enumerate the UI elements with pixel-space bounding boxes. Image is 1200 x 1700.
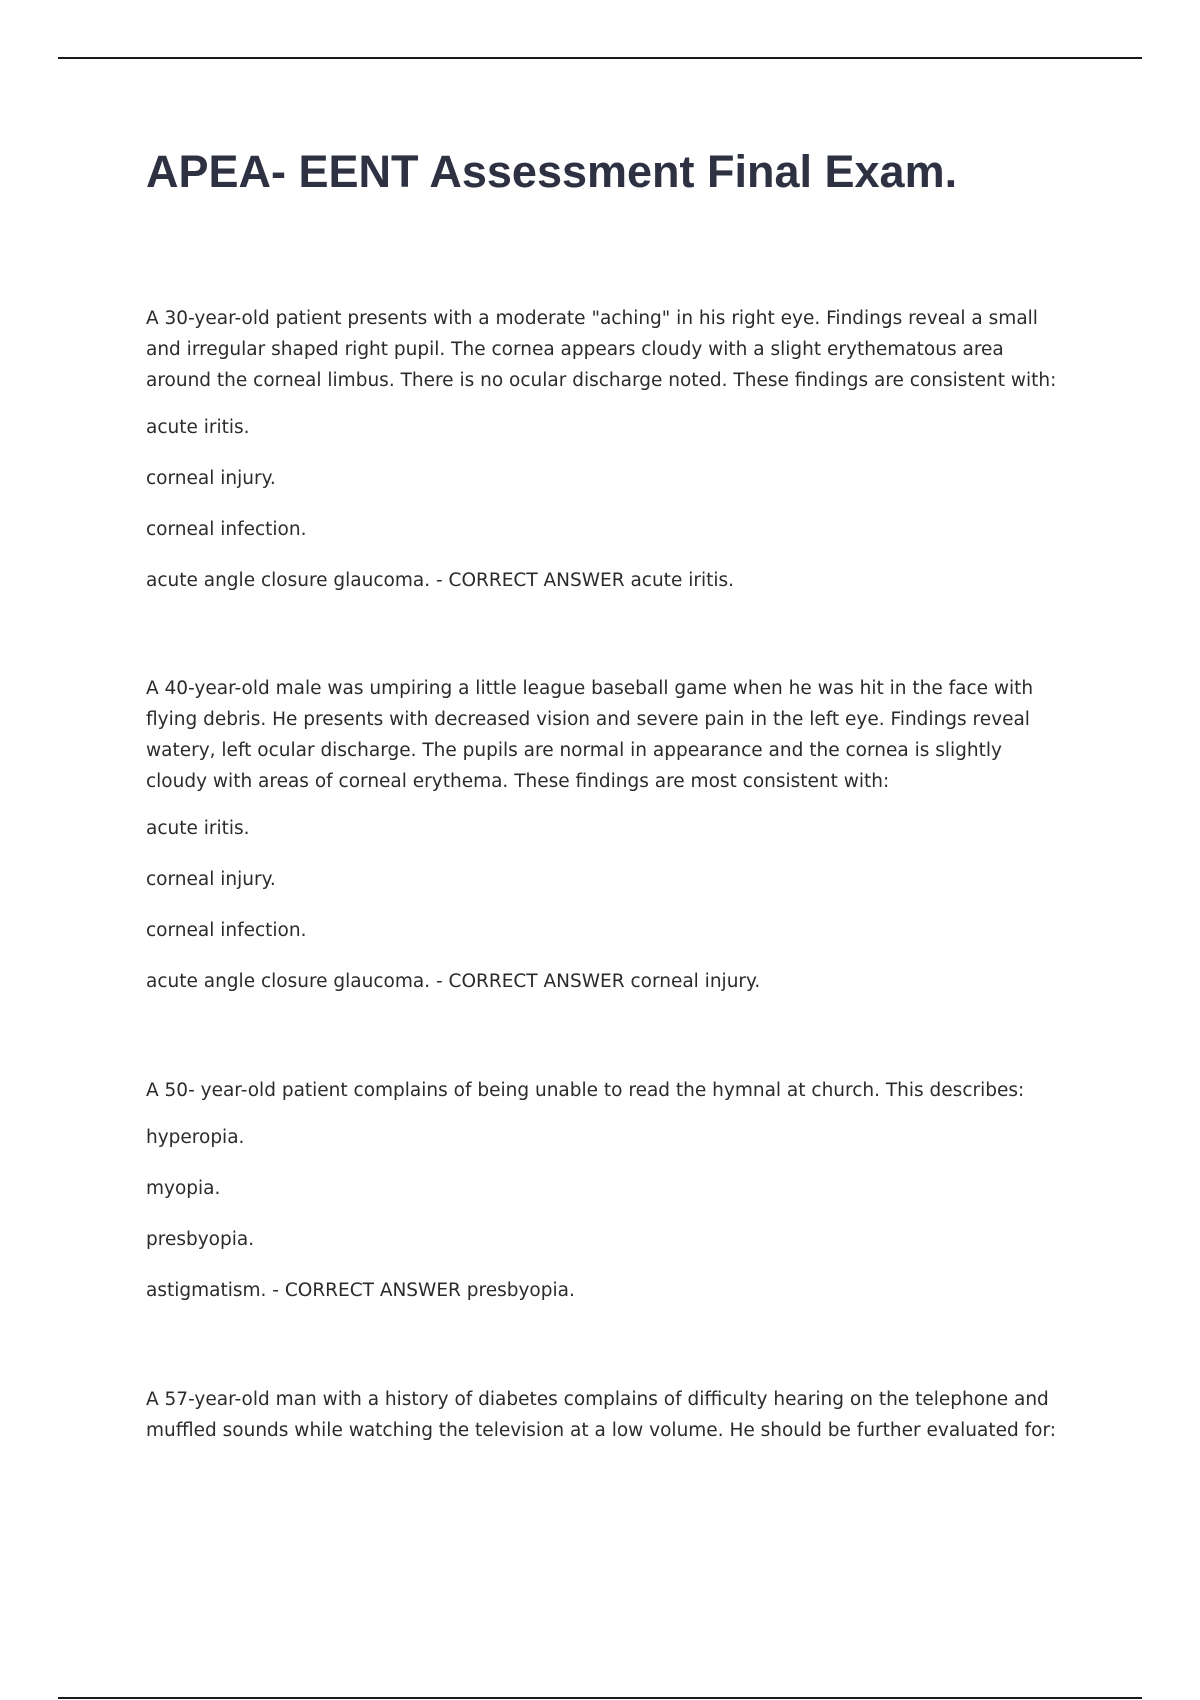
question-text: A 50- year-old patient complains of being unable to read the hymnal at church. This describes: [146,1080,1025,1101]
question-text: A 40-year-old male was umpiring a little league baseball game when he was hit in the face with flying debris. He presents with decreased vision and severe pain in the left eye. Findings reveal watery, left ocular discharge. The pupils are normal in appearance and the cornea is slightly cloudy with areas of corneal erythema. These findings are most consistent with: [146,678,1034,792]
answer-option: hyperopia. [146,1127,245,1148]
question-2 [146,673,1066,997]
answer-option: acute iritis. [146,417,250,438]
question-text: A 30-year-old patient presents with a moderate "aching" in his right eye. Findings reveal a small and irregular shaped right pupil. The cornea appears cloudy with a slight erythematous area around the corneal limbus. There is no ocular discharge noted. These findings are consistent with: [146,308,1057,391]
answer-options [146,813,1066,997]
answer-option: corneal infection. [146,519,307,540]
answer-option-with-correct-answer: astigmatism. - CORRECT ANSWER presbyopia. [146,1280,575,1301]
answer-option: presbyopia. [146,1229,255,1250]
answer-options [146,412,1066,596]
answer-option: corneal infection. [146,920,307,941]
document-title: APEA- EENT Assessment Final Exam. [146,146,958,197]
top-divider [58,57,1142,59]
answer-option-with-correct-answer: acute angle closure glaucoma. - CORRECT ANSWER corneal injury. [146,971,761,992]
answer-options [146,1122,1066,1306]
question-text: A 57-year-old man with a history of diabetes complains of difficulty hearing on the telephone and muffled sounds while watching the television at a low volume. He should be further evaluated for: [146,1389,1056,1441]
answer-option: acute iritis. [146,818,250,839]
question-4 [146,1384,1066,1446]
question-1 [146,303,1066,596]
bottom-divider [58,1697,1142,1699]
answer-option-with-correct-answer: acute angle closure glaucoma. - CORRECT ANSWER acute iritis. [146,570,734,591]
answer-option: corneal injury. [146,468,276,489]
answer-option: corneal injury. [146,869,276,890]
question-3 [146,1075,1066,1306]
answer-option: myopia. [146,1178,221,1199]
